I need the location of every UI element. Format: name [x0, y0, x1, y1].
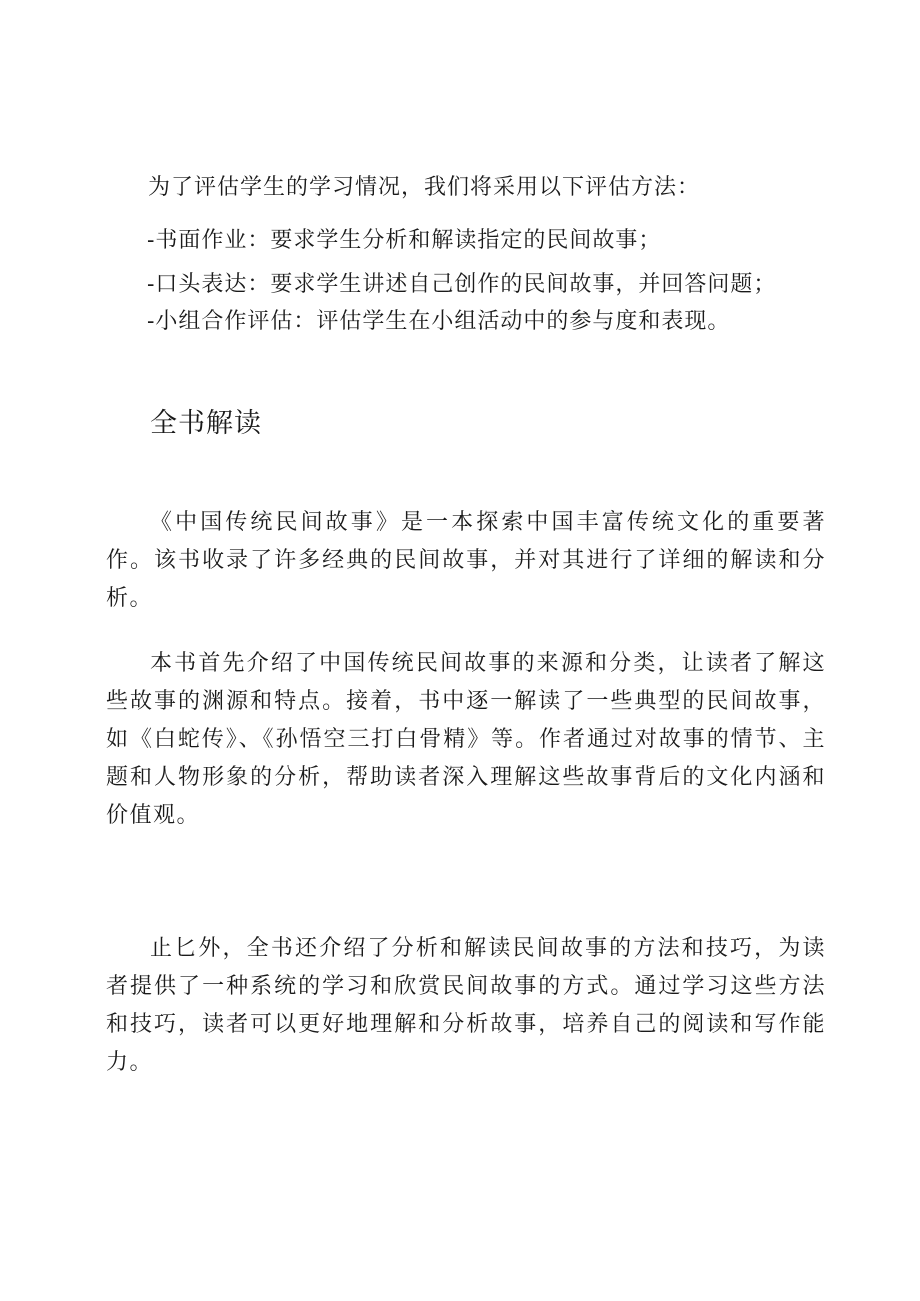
section-title: 全书解读: [150, 408, 262, 439]
assessment-item-written: -书面作业：要求学生分析和解读指定的民间故事；: [147, 228, 662, 253]
paragraph-intro: 《中国传统民间故事》是一本探索中国丰富传统文化的重要著作。该书收录了许多经典的民间故事，并对其进行了详细的解读和分析。: [106, 510, 826, 611]
assessment-intro: 为了评估学生的学习情况，我们将采用以下评估方法：: [148, 175, 701, 200]
paragraph-methods: 止匕外，全书还介绍了分析和解读民间故事的方法和技巧，为读者提供了一种系统的学习和欣赏民间故事的方式。通过学习这些方法和技巧，读者可以更好地理解和分析故事，培养自己的阅读和写作能力。: [106, 936, 826, 1075]
paragraph-content: 本书首先介绍了中国传统民间故事的来源和分类，让读者了解这些故事的渊源和特点。接着，书中逐一解读了一些典型的民间故事，如《白蛇传》、《孙悟空三打白骨精》等。作者通过对故事的情节、主题和人物形象的分析，帮助读者深入理解这些故事背后的文化内涵和价值观。: [106, 651, 826, 828]
assessment-item-oral: -口头表达：要求学生讲述自己创作的民间故事，并回答问题；: [147, 272, 777, 297]
assessment-item-group: -小组合作评估：评估学生在小组活动中的参与度和表现。: [147, 309, 731, 334]
